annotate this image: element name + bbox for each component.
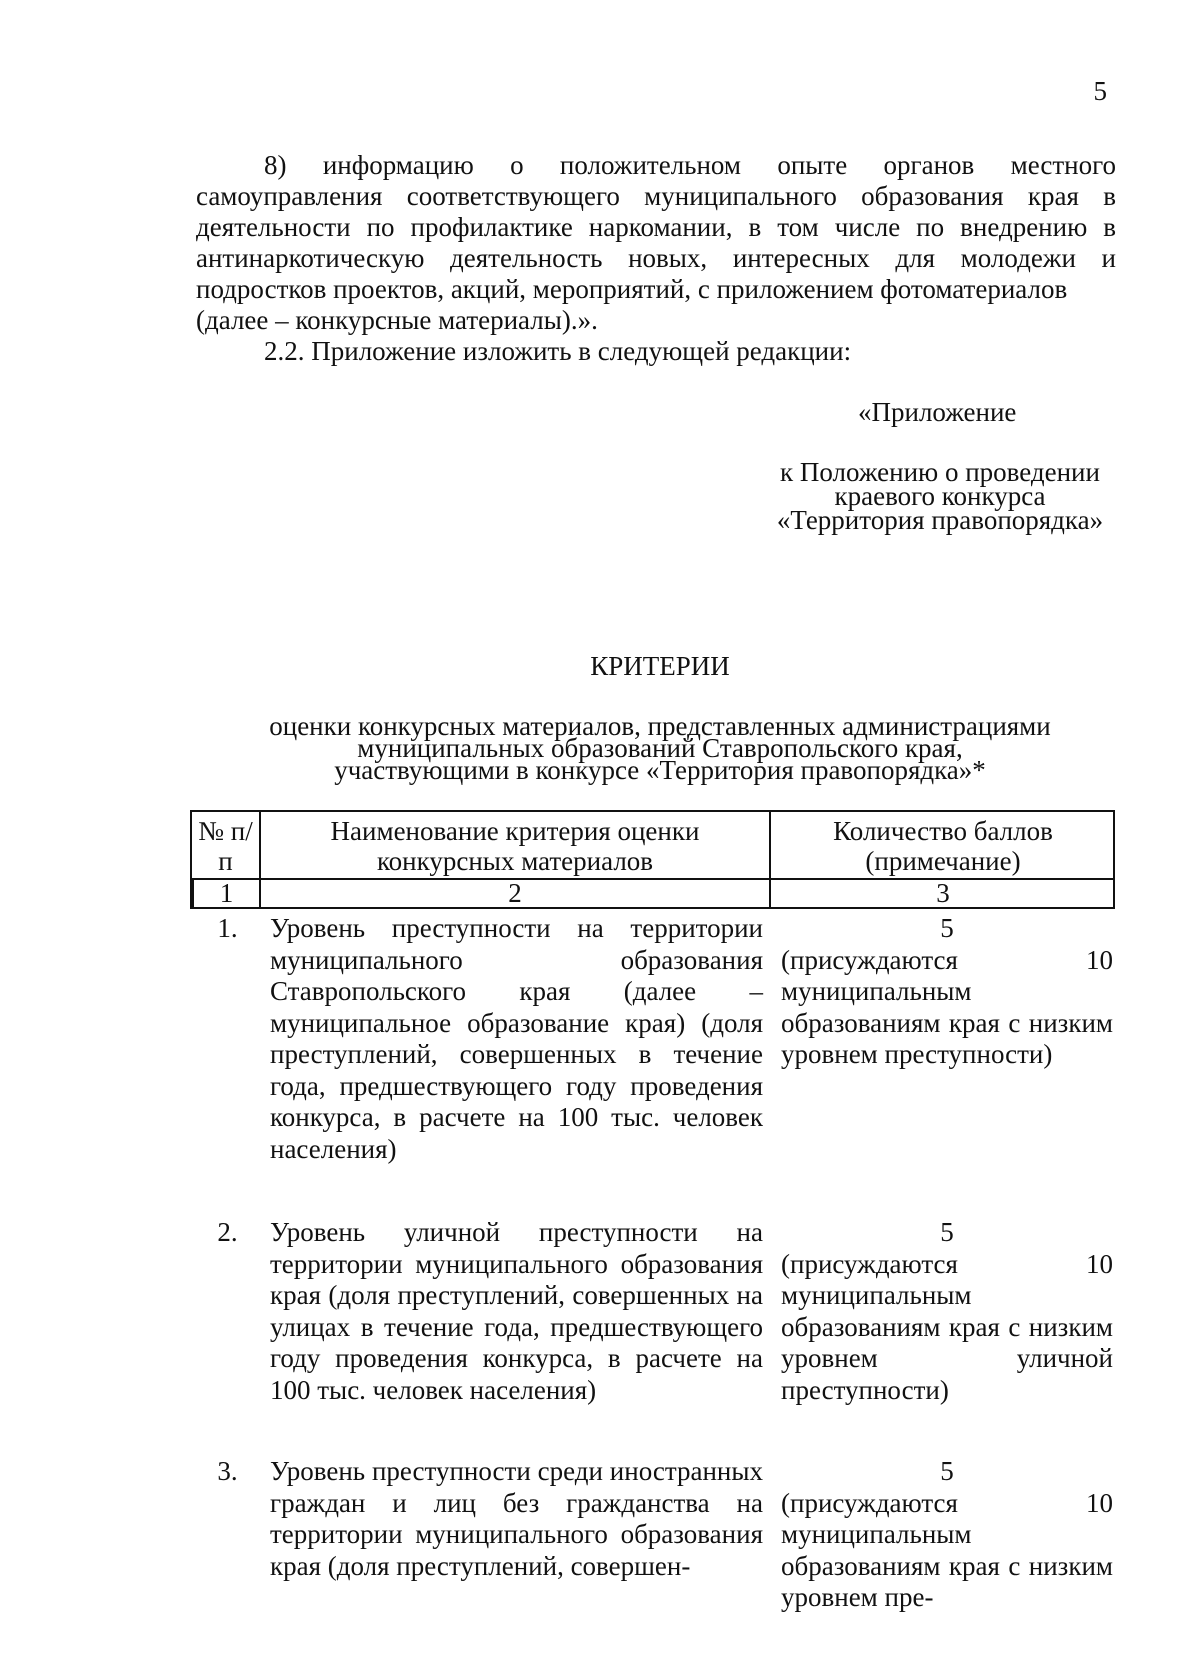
appendix-subtitle <box>760 457 1120 535</box>
criteria-table <box>190 810 1115 1614</box>
appendix-subtitle-line: к Положению о проведении <box>780 457 1100 487</box>
criteria-subtitle <box>160 711 1160 785</box>
intro-paragraph-amendment: 2.2. Приложение изложить в следующей редакции: <box>264 336 852 366</box>
row-note: (присуждаются 10 муниципальным образованиям края с низким уровнем преступности) <box>781 944 1113 1069</box>
header-number: № п/п <box>198 816 253 876</box>
row-points: 5 <box>940 913 954 943</box>
intro-paragraph-item8: 8) информацию о положительном опыте органов местного самоуправления соответствующего муниципального образования края в деятельности по профилактике наркомании, в том числе по внедрению в антинаркотическую деятельность новых, интересных для молодежи и подростков проектов, акций, мероприятий, с приложением фотоматериалов <box>196 150 1116 304</box>
row-score <box>767 1456 1113 1614</box>
row-criterion: Уровень преступности среди иностранных граждан и лиц без гражданства на территории муниципального образования края (доля преступлений, совершен- <box>270 1456 763 1581</box>
column-number: 2 <box>259 878 769 907</box>
table-row <box>190 1456 1115 1614</box>
table-row <box>190 1217 1115 1406</box>
row-note: (присуждаются 10 муниципальным образованиям края с низким уровнем пре- <box>781 1487 1113 1612</box>
intro-paragraph-definition: (далее – конкурсные материалы).». <box>196 305 598 335</box>
row-criterion: Уровень преступности на территории муниципального образования Ставропольского края (далее – муниципальное образование края) (доля преступлений, совершенных в течение года, предшествующего году проведения конкурса, в расчете на 100 тыс. человек населения) <box>270 913 763 1164</box>
column-number: 3 <box>769 878 1115 907</box>
criteria-subtitle-line: участвующими в конкурсе «Территория правопорядка»* <box>334 755 986 785</box>
row-number: 2. <box>217 1217 238 1247</box>
appendix-title: «Приложение <box>858 397 1017 427</box>
header-criterion: Наименование критерия оценки конкурсных материалов <box>259 812 769 878</box>
page-number: 5 <box>1093 76 1107 106</box>
row-score <box>767 913 1113 1165</box>
criteria-subtitle-line: оценки конкурсных материалов, представленных администрациями <box>269 711 1051 741</box>
column-number: 1 <box>192 878 259 907</box>
row-points: 5 <box>940 1217 954 1247</box>
appendix-subtitle-line: краевого конкурса <box>834 481 1046 511</box>
table-row <box>190 913 1115 1165</box>
header-points: Количество баллов (примечание) <box>769 812 1115 878</box>
row-score <box>767 1217 1113 1406</box>
row-number: 1. <box>217 913 238 943</box>
row-note: (присуждаются 10 муниципальным образованиям края с низким уровнем уличной преступности) <box>781 1248 1113 1405</box>
appendix-subtitle-line: «Территория правопорядка» <box>776 505 1104 535</box>
row-criterion: Уровень уличной преступности на территории муниципального образования края (доля преступлений, совершенных на улицах в течение года, предшествующего году проведения конкурса, в расчете на 100 тыс. человек населения) <box>270 1217 763 1405</box>
criteria-subtitle-line: муниципальных образований Ставропольского края, <box>357 733 963 763</box>
intro-text <box>196 150 1116 367</box>
criteria-title: КРИТЕРИИ <box>590 651 730 681</box>
row-points: 5 <box>940 1456 954 1486</box>
row-number: 3. <box>217 1456 238 1486</box>
table-header <box>190 810 1115 909</box>
